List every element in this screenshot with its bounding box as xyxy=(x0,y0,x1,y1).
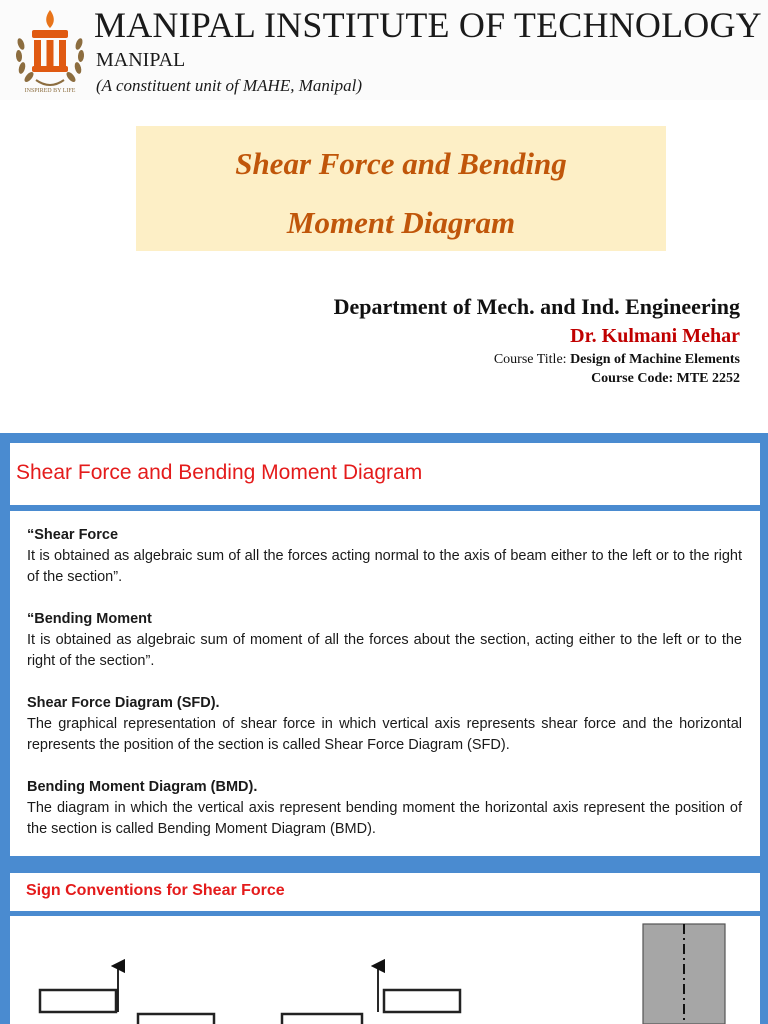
definitions-header xyxy=(10,443,760,505)
course-code: Course Code: MTE 2252 xyxy=(591,371,740,386)
positive-shear-right-segment xyxy=(138,1014,214,1024)
svg-text:INSPIRED BY LIFE: INSPIRED BY LIFE xyxy=(24,88,76,94)
sfd-definition: The graphical representation of shear force in which vertical axis represents shear force and the horizontal represents the position of the section is called Shear Force Diagram (SFD). xyxy=(27,716,742,753)
course-title-label: Course Title: xyxy=(493,352,571,367)
institute-header xyxy=(0,0,768,100)
sign-convention-title: Sign Conventions for Shear Force xyxy=(26,882,285,899)
title-slide xyxy=(0,0,768,432)
institute-city: MANIPAL xyxy=(96,49,186,71)
author-name: Dr. Kulmani Mehar xyxy=(570,325,740,347)
institute-unit: (A constituent unit of MAHE, Manipal) xyxy=(96,76,362,95)
shear-force-definition: It is obtained as algebraic sum of all the forces acting normal to the axis of beam either to the left or to the right of the section”. xyxy=(27,548,742,585)
institute-name: MANIPAL INSTITUTE OF TECHNOLOGY xyxy=(94,5,762,45)
positive-shear-left-segment xyxy=(40,990,116,1012)
presentation-title-line-2: Moment Diagram xyxy=(286,205,516,240)
bending-moment-heading: “Bending Moment xyxy=(27,611,152,627)
sfd-heading: Shear Force Diagram (SFD). xyxy=(27,695,220,711)
negative-shear-right-segment xyxy=(384,990,460,1012)
sign-convention-diagram xyxy=(10,916,760,1024)
course-title xyxy=(494,352,740,368)
presentation-title-box xyxy=(136,126,666,251)
sign-convention-slide xyxy=(0,866,768,1024)
shear-force-heading: “Shear Force xyxy=(27,527,119,543)
definitions-slide xyxy=(0,433,768,867)
bending-moment-definition: It is obtained as algebraic sum of moment of all the forces about the section, acting either to the left or to the right of the section”. xyxy=(27,632,742,669)
sign-convention-body xyxy=(10,916,760,1024)
sign-convention-header xyxy=(10,873,760,911)
bmd-definition: The diagram in which the vertical axis represent bending moment the horizontal axis represent the position of the section is called Bending Moment Diagram (BMD). xyxy=(27,800,742,837)
definitions-body xyxy=(10,511,760,856)
bmd-heading: Bending Moment Diagram (BMD). xyxy=(27,779,258,795)
negative-shear-left-segment xyxy=(282,1014,362,1024)
department-name: Department of Mech. and Ind. Engineering xyxy=(333,294,740,319)
institute-logo-icon xyxy=(12,4,88,94)
definitions-title: Shear Force and Bending Moment Diagram xyxy=(16,461,423,484)
presentation-title-line-1: Shear Force and Bending xyxy=(235,146,567,181)
course-title-value: Design of Machine Elements xyxy=(570,352,740,367)
